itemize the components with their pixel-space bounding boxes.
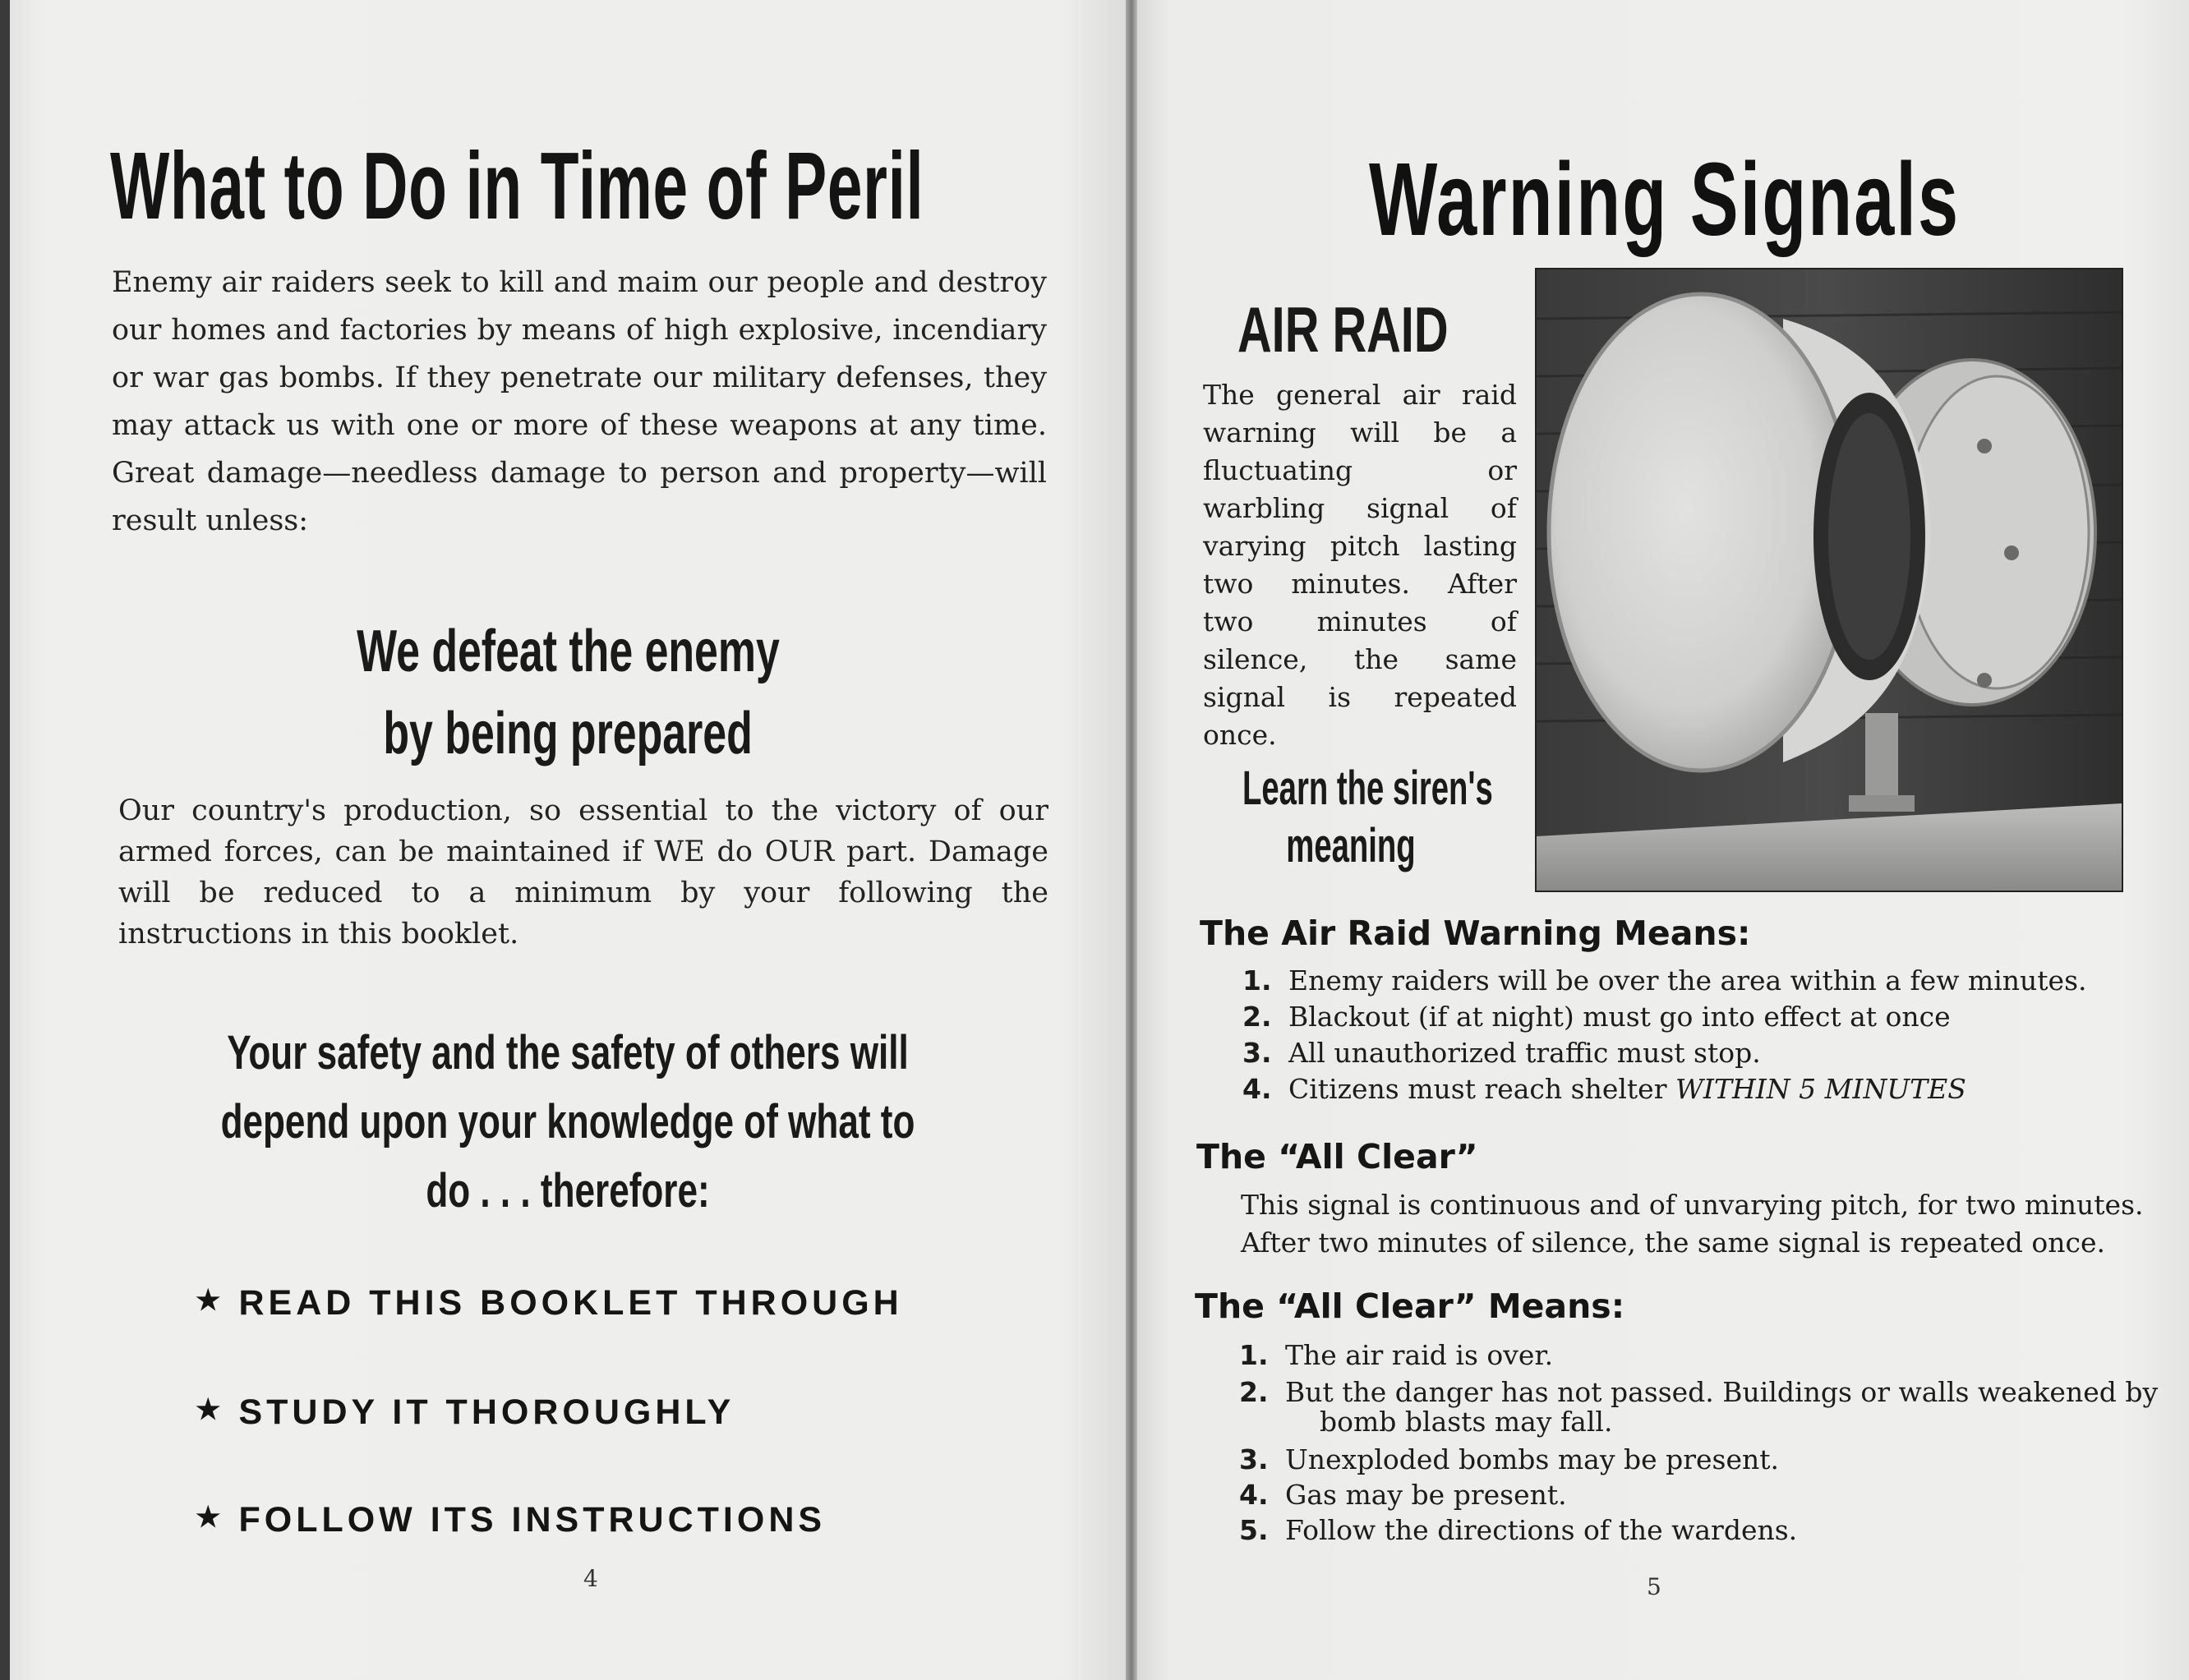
list-item: 1. Enemy raiders will be over the area within a few minutes. bbox=[1242, 964, 2087, 996]
page-edge bbox=[0, 0, 10, 1680]
learn-siren-heading bbox=[1187, 760, 1515, 875]
siren-icon bbox=[1537, 269, 2122, 891]
sub-heading-line-2: by being prepared bbox=[383, 701, 753, 766]
learn-line-1: Learn the siren's bbox=[1242, 762, 1493, 815]
star-icon: ★ bbox=[196, 1502, 221, 1533]
safety-line-2: depend upon your knowledge of what to bbox=[220, 1095, 915, 1148]
learn-line-2: meaning bbox=[1286, 819, 1416, 872]
intro-paragraph: Enemy air raiders seek to kill and maim our people and destroy our homes and factories by means of high explosive, incendiary or war gas bombs. If they penetrate our military defenses, they may attack us with one or more of these weapons at any time. Great damage—needless damage to person and property—will result unless: bbox=[112, 266, 1047, 537]
page-number: 4 bbox=[583, 1565, 598, 1592]
all-clear-description bbox=[1241, 1186, 2144, 1262]
safety-line-1: Your safety and the safety of others will bbox=[227, 1026, 909, 1079]
production-paragraph: Our country's production, so essential to the victory of our armed forces, can be maintained if WE do OUR part. Damage will be reduced to a minimum by your following the instructions in this booklet. bbox=[118, 794, 1048, 950]
action-item-study bbox=[196, 1392, 735, 1433]
list-item: 2. But the danger has not passed. Buildings or walls weakened by bomb blasts may fall. bbox=[1239, 1376, 2159, 1438]
list-item: 3. Unexploded bombs may be present. bbox=[1239, 1443, 1779, 1475]
action-label: STUDY IT THOROUGHLY bbox=[238, 1392, 735, 1432]
list-item: 4. Gas may be present. bbox=[1239, 1479, 1567, 1511]
action-label: READ THIS BOOKLET THROUGH bbox=[238, 1283, 903, 1323]
safety-line-3: do . . . therefore: bbox=[426, 1164, 710, 1217]
left-page bbox=[10, 0, 1126, 1680]
air-raid-heading: AIR RAID bbox=[1237, 293, 1449, 366]
emphasis: WITHIN 5 MINUTES bbox=[1675, 1073, 1966, 1105]
action-item-follow bbox=[196, 1500, 826, 1540]
all-clear-line-1: This signal is continuous and of unvarying pitch, for two minutes. bbox=[1241, 1189, 2144, 1221]
air-raid-description: The general air raid warning will be a fluctuating or warbling signal of varying pitch lasting two minutes. After two minutes of silence, the same signal is repeated once. bbox=[1203, 379, 1517, 751]
book-gutter bbox=[1126, 0, 1137, 1680]
warning-means-list bbox=[1242, 963, 2087, 1107]
safety-statement bbox=[10, 1019, 1126, 1226]
action-label: FOLLOW ITS INSTRUCTIONS bbox=[238, 1500, 827, 1540]
list-item: 5. Follow the directions of the wardens. bbox=[1239, 1514, 1798, 1546]
all-clear-line-2: After two minutes of silence, the same signal is repeated once. bbox=[1241, 1227, 2106, 1259]
list-item: 1. The air raid is over. bbox=[1239, 1339, 1554, 1371]
list-item: 2. Blackout (if at night) must go into effect at once bbox=[1242, 1001, 1951, 1033]
sub-heading-line-1: We defeat the enemy bbox=[356, 619, 780, 684]
star-icon: ★ bbox=[196, 1394, 221, 1425]
star-icon: ★ bbox=[196, 1285, 221, 1316]
page-number: 5 bbox=[1647, 1573, 1661, 1600]
warning-means-heading: The Air Raid Warning Means: bbox=[1200, 914, 1751, 953]
all-clear-means-list bbox=[1239, 1337, 2158, 1548]
list-item: 4. Citizens must reach shelter WITHIN 5 MINUTES bbox=[1242, 1073, 1966, 1105]
action-item-read bbox=[196, 1283, 903, 1323]
page-title: Warning Signals bbox=[1369, 141, 1961, 257]
all-clear-means-heading: The “All Clear” Means: bbox=[1195, 1286, 1625, 1326]
siren-photo bbox=[1535, 268, 2123, 892]
page-title: What to Do in Time of Peril bbox=[110, 132, 924, 239]
right-page bbox=[1137, 0, 2189, 1680]
all-clear-heading: The “All Clear” bbox=[1196, 1137, 1478, 1176]
list-item: 3. All unauthorized traffic must stop. bbox=[1242, 1037, 1761, 1069]
sub-heading bbox=[10, 610, 1126, 775]
